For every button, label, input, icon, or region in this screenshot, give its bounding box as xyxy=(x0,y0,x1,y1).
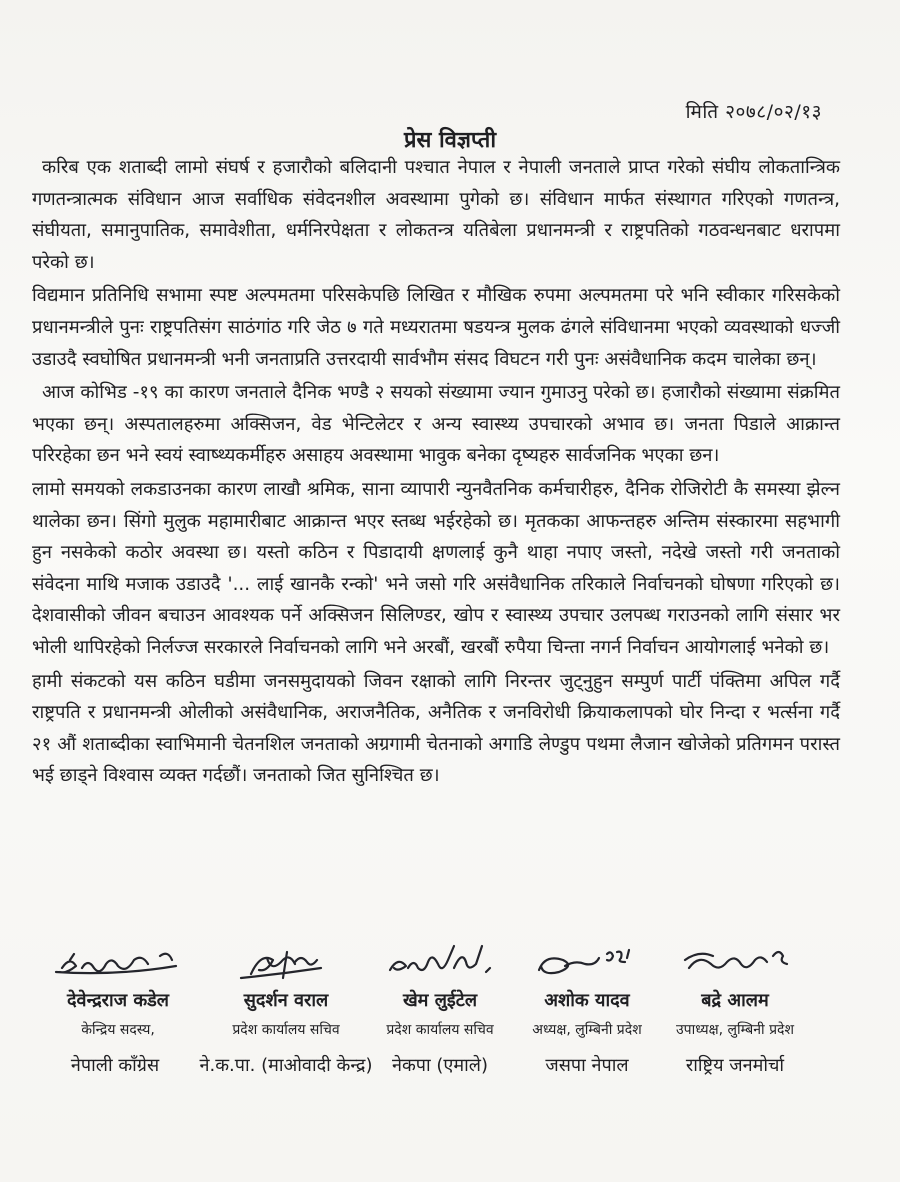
signatory-3-title: प्रदेश कार्यालय सचिव xyxy=(386,1022,494,1038)
signature-3-image xyxy=(370,938,510,986)
signatory-1-title: केन्द्रिय सदस्य, xyxy=(81,1022,155,1038)
signatory-3-party: नेकपा (एमाले) xyxy=(391,1055,489,1076)
date-line: मिति २०७८/०२/१३ xyxy=(685,101,822,123)
signatory-5-name: बद्रे आलम xyxy=(701,990,769,1011)
signatory-5 xyxy=(660,938,810,1077)
signatory-3 xyxy=(370,938,510,1077)
signatory-4-name: अशोक यादव xyxy=(544,990,630,1011)
signature-1-image xyxy=(48,938,188,986)
paragraph-5: हामी संकटको यस कठिन घडीमा जनसमुदायको जिवन रक्षाको लागि निरन्तर जुट्नुहुन सम्पुर्ण पार्टी पंक्तिमा अपिल गर्दै राष्ट्रपति र प्रधानमन्त्री ओलीको असंवैधानिक, अराजनैतिक, अनैतिक र जनविरोधी क्रियाकलापको घोर निन्दा र भर्त्सना गर्दै २१ औं शताब्दीका स्वाभिमानी चेतनशिल जनताको अग्रगामी चेतनाको अगाडि लेण्डुप पथमा लैजान खोजेको प्रतिगमन परास्त भई छाड्ने विश्वास व्यक्त गर्दछौं। जनताको जित सुनिश्चित छ। xyxy=(32,670,840,787)
signatory-2 xyxy=(196,938,376,1077)
signatory-1 xyxy=(38,938,198,1077)
signatory-5-party: राष्ट्रिय जनमोर्चा xyxy=(685,1055,785,1076)
signatory-2-name: सुदर्शन वराल xyxy=(243,990,329,1011)
signatory-1-party: नेपाली काँग्रेस xyxy=(70,1055,160,1076)
paragraph-3: आज कोभिड -१९ का कारण जनताले दैनिक भण्डै २ सयको संख्यामा ज्यान गुमाउनु परेको छ। हजारौको संख्यामा संक्रमित भएका छन्। अस्पतालहरुमा अक्सिजन, वेड भेन्टिलेटर र अन्य स्वास्थ्य उपचारको अभाव छ। जनता पिडाले आक्रान्त परिरहेका छन भने स्वयं स्वाष्थ्यकर्मीहरु असाहय अवस्थामा भावुक बनेका दृष्यहरु सार्वजनिक भएका छन। xyxy=(32,382,840,467)
signatory-3-name: खेम लुईटेल xyxy=(402,990,478,1011)
signatory-4 xyxy=(512,938,662,1077)
signatory-5-title: उपाध्यक्ष, लुम्बिनी प्रदेश xyxy=(675,1022,794,1038)
signatory-2-party: ने.क.पा. (माओवादी केन्द्र) xyxy=(199,1055,373,1076)
signature-5-image xyxy=(665,938,805,986)
signature-4-image xyxy=(517,938,657,986)
paragraph-1: करिब एक शताब्दी लामो संघर्ष र हजारौको बलिदानी पश्चात नेपाल र नेपाली जनताले प्राप्त गरेको संघीय लोकतान्त्रिक गणतन्त्रात्मक संविधान आज सर्वाधिक संवेदनशील अवस्थामा पुगेको छ। संविधान मार्फत संस्थागत गरिएको गणतन्त्र, संघीयता, समानुपातिक, समावेशीता, धर्मनिरपेक्षता र लोकतन्त्र यतिबेला प्रधानमन्त्री र राष्ट्रपतिको गठवन्धनबाट धरापमा परेको छ। xyxy=(32,157,840,273)
paragraph-2: विद्यमान प्रतिनिधि सभामा स्पष्ट अल्पमतमा परिसकेपछि लिखित र मौखिक रुपमा अल्पमतमा परे भनि स्वीकार गरिसकेको प्रधानमन्त्रीले पुनः राष्ट्रपतिसंग साठंगांठ गरि जेठ ७ गते मध्यरातमा षडयन्त्र मुलक ढंगले संविधानमा भएको व्यवस्थाको धज्जी उडाउदै स्वघोषित प्रधानमन्त्री भनी जनताप्रति उत्तरदायी सार्वभौम संसद विघटन गरी पुनः असंवैधानिक कदम चालेका छन्। xyxy=(32,285,840,370)
signatory-4-party: जसपा नेपाल xyxy=(545,1055,629,1076)
signatory-1-name: देवेन्द्रराज कडेल xyxy=(67,990,169,1011)
document-title: प्रेस विज्ञप्ती xyxy=(403,128,497,153)
signature-2-image xyxy=(221,938,351,986)
paragraph-4: लामो समयको लकडाउनका कारण लाखौ श्रमिक, साना व्यापारी न्युनवैतनिक कर्मचारीहरु, दैनिक रोजिरोटी कै समस्या झेल्न थालेका छन। सिंगो मुलुक महामारीबाट आक्रान्त भएर स्तब्ध भईरहेको छ। मृतकका आफन्तहरु अन्तिम संस्कारमा सहभागी हुन नसकेको कठोर अवस्था छ। यस्तो कठिन र पिडादायी क्षणलाई कुनै थाहा नपाए जस्तो, नदेखे जस्तो गरी जनताको संवेदना माथि मजाक उडाउदै '... लाई खानकै रन्को' भने जसो गरि असंवैधानिक तरिकाले निर्वाचनको घोषणा गरिएको छ। देशवासीको जीवन बचाउन आवश्यक पर्ने अक्सिजन सिलिण्डर, खोप र स्वास्थ्य उपचार उलपब्ध गराउनको लागि संसार भर भोली थापिरहेको निर्लज्ज सरकारले निर्वाचनको लागि भने अरबौं, खरबौं रुपैया चिन्ता नगर्न निर्वाचन आयोगलाई भनेको छ। xyxy=(32,478,840,658)
signatory-4-title: अध्यक्ष, लुम्बिनी प्रदेश xyxy=(532,1022,642,1038)
signatory-2-title: प्रदेश कार्यालय सचिव xyxy=(232,1022,340,1038)
body-text xyxy=(32,152,840,792)
